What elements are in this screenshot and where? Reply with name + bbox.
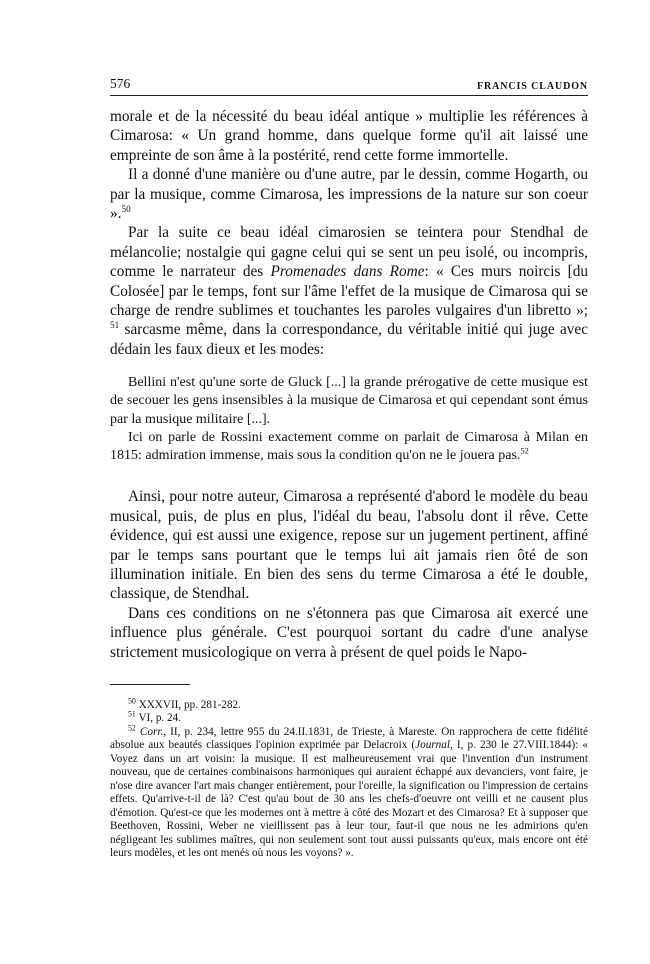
running-head: FRANCIS CLAUDON <box>476 81 588 92</box>
paragraph-5: Dans ces conditions on ne s'étonnera pas que Cimarosa ait exercé une influence plus générale. C'est pourquoi sortant du cadre d'une analyse strictement musicologique on verra à présent de quel poids le Napo- <box>110 604 588 661</box>
footnote-ref-51[interactable]: 51 <box>110 320 120 331</box>
page-header <box>110 76 588 96</box>
paragraph-3: Par la suite ce beau idéal cimarosien se teintera pour Stendhal de mélancolie; nostalgie qui gagne celui qui se sent un peu isolé, ou incompris, comme le narrateur des Promenades dans Rome: « Ces murs noircis [du Colosée] par le temps, font sur l'âme l'effet de la musique de Cimarosa qui se charge de rendre sublimes et touchantes les paroles vulgaires d'un libretto »; $^{51}$ sarcasme même, dans la correspondance, du véritable initié qui juge avec dédain les faux dieux et les modes: <box>110 224 588 358</box>
paragraph-4: Ainsi, pour notre auteur, Cimarosa a représenté d'abord le modèle du beau musical, puis, de plus en plus, l'idéal du beau, l'absolu dont il rêve. Cette évidence, qui est aussi une exigence, repose sur un jugement pertinent, affiné par le temps sans pourtant que le temps lui ait jamais rien ôté de son illumination initiale. En bien des sens du terme Cimarosa a été le double, classique, de Stendhal. <box>110 488 588 603</box>
footnotes <box>110 696 589 861</box>
work-title: Promenades dans Rome <box>270 263 425 281</box>
paragraph-2: Il a donné d'une manière ou d'une autre, par le dessin, comme Hogarth, ou par la musique, comme Cimarosa, les impressions de la nature sur son coeur ».$^{50}$ <box>110 166 588 223</box>
quote-paragraph-1: Bellini n'est qu'une sorte de Gluck [...] la grande prérogative de cette musique est de secouer les gens insensibles à la musique de Cimarosa et qui cependant sont émus par la musique militaire [...]. <box>110 375 588 427</box>
paragraph-1: morale et de la nécessité du beau idéal antique » multiplie les références à Cimarosa: « Un grand homme, dans quelque forme qu'il ait laissé une empreinte de son âme à la postérité, rend cette forme immortelle. <box>110 108 588 164</box>
footnote-50: $^{50}$ XXXVII, pp. 281-282. <box>128 696 241 711</box>
footnote-51: $^{51}$ VI, p. 24. <box>128 709 182 725</box>
main-text-continued <box>110 487 588 662</box>
quote-paragraph-2: Ici on parle de Rossini exactement comme on parlait de Cimarosa à Milan en 1815: admiration immense, mais sous la condition qu'on ne le jouera pas.$^{52}$ <box>110 429 588 464</box>
footnote-52: $^{52}$ Corr., II, p. 234, lettre 955 du 24.II.1831, de Trieste, à Mareste. On rapprochera de cette fidélité absolue aux beautés classiques l'opinion exprimée par Delacroix (Journal, I, p. 230 le 27.VIII.1844): « Voyez dans un art voisin: la musique. Il est malheureusement vrai que l'invention d'un instrument nouveau, que de certaines combinaisons harmoniques qui auraient échappé aux devanciers, vont faire, je n'ose dire avancer l'art mais changer entièrement, pour l'oreille, la signification ou l'impression de certains effets. Qu'arrive-t-il de là? C'est qu'au bout de 30 ans les chefs-d'oeuvre ont veilli et ne causent plus d'émotion. Qu'est-ce que les modernes ont à mettre à côté des Mozart et des Cimarosa? Et à supposer que Beethoven, Rossini, Weber ne vieillissent pas à leur tour, faut-il que nous ne les admirions qu'en négligeant les sublimes maîtres, qui non seulement sont tout aussi puissants qu'eux, mais encore ont été leurs modèles, et les ont menés où nous les voyons? ». <box>110 723 589 860</box>
footnote-ref-50[interactable]: 50 <box>121 203 131 214</box>
book-page <box>110 76 588 861</box>
page-number: 576 <box>110 76 131 91</box>
footnote-divider <box>110 684 190 685</box>
footnote-ref-52[interactable]: 52 <box>520 446 529 456</box>
main-text <box>110 107 588 359</box>
block-quote <box>110 374 588 465</box>
